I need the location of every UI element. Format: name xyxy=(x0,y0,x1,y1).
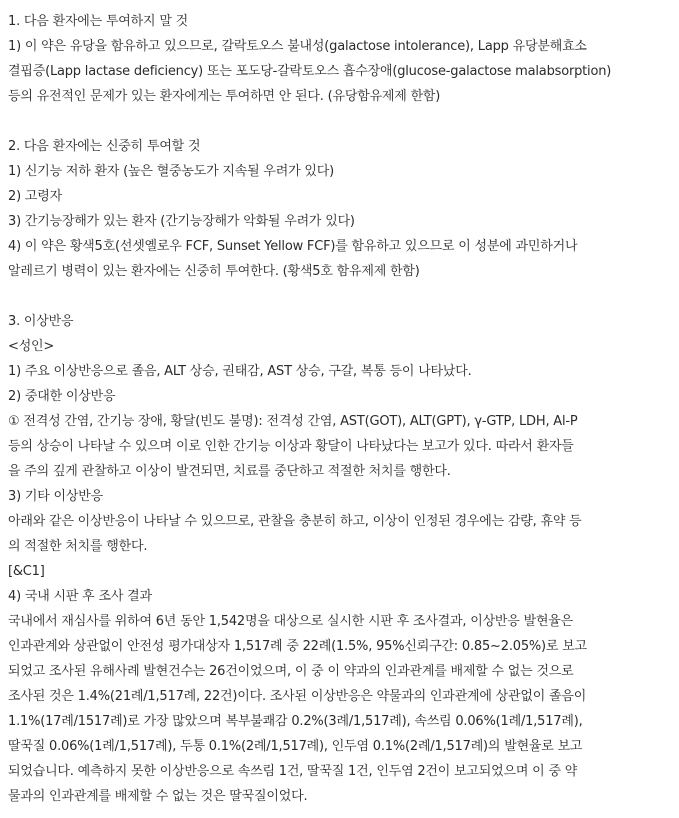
doc-line: 1) 이 약은 유당을 함유하고 있으므로, 갈락토오스 불내성(galactose intolerance), Lapp 유당분해효소 xyxy=(8,39,587,54)
doc-line: 인과관계와 상관없이 안전성 평가대상자 1,517례 중 22례(1.5%, 95%신뢰구간: 0.85~2.05%)로 보고 xyxy=(8,639,587,654)
doc-line: 국내에서 재심사를 위하여 6년 동안 1,542명을 대상으로 실시한 시판 후 조사결과, 이상반응 발현율은 xyxy=(8,614,574,629)
doc-line: 딸꾹질 0.06%(1례/1,517례), 두통 0.1%(2례/1,517례), 인두염 0.1%(2례/1,517례)의 발현율로 보고 xyxy=(8,739,583,754)
doc-line: [&C1] xyxy=(8,564,45,579)
doc-line: 3) 기타 이상반응 xyxy=(8,489,103,504)
doc-line: 결핍증(Lapp lactase deficiency) 또는 포도당-갈락토오스 흡수장애(glucose-galactose malabsorption) xyxy=(8,64,612,79)
doc-line: 물과의 인과관계를 배제할 수 없는 것은 딸꾹질이었다. xyxy=(8,789,308,804)
doc-line: 3. 이상반응 xyxy=(8,314,74,329)
doc-line: 등의 상승이 나타날 수 있으며 이로 인한 간기능 이상과 황달이 나타났다는 보고가 있다. 따라서 환자들 xyxy=(8,439,574,454)
doc-line: 4) 이 약은 황색5호(선셋옐로우 FCF, Sunset Yellow FCF)를 함유하고 있으므로 이 성분에 과민하거나 xyxy=(8,239,578,254)
doc-line: 의 적절한 처치를 행한다. xyxy=(8,539,148,554)
doc-line: 1. 다음 환자에는 투여하지 말 것 xyxy=(8,14,188,29)
doc-line: 2. 다음 환자에는 신중히 투여할 것 xyxy=(8,139,201,154)
doc-line: 1) 신기능 저하 환자 (높은 혈중농도가 지속될 우려가 있다) xyxy=(8,164,335,179)
doc-line: 2) 중대한 이상반응 xyxy=(8,389,116,404)
blank-line xyxy=(8,284,673,309)
doc-line: 되었습니다. 예측하지 못한 이상반응으로 속쓰림 1건, 딸꾹질 1건, 인두염 2건이 보고되었으며 이 중 약 xyxy=(8,764,578,779)
doc-line: 3) 간기능장해가 있는 환자 (간기능장해가 악화될 우려가 있다) xyxy=(8,214,355,229)
blank-line xyxy=(8,109,673,134)
doc-line: 1) 주요 이상반응으로 졸음, ALT 상승, 권태감, AST 상승, 구갈, 복통 등이 나타났다. xyxy=(8,364,472,379)
doc-line: 조사된 것은 1.4%(21례/1,517례, 22건)이다. 조사된 이상반응은 약물과의 인과관계에 상관없이 졸음이 xyxy=(8,689,587,704)
doc-line: 아래와 같은 이상반응이 나타날 수 있으므로, 관찰을 충분히 하고, 이상이 인정된 경우에는 감량, 휴약 등 xyxy=(8,514,582,529)
doc-line: <성인> xyxy=(8,339,55,354)
doc-line: 을 주의 깊게 관찰하고 이상이 발견되면, 치료를 중단하고 적절한 처치를 행한다. xyxy=(8,464,451,479)
doc-line: 알레르기 병력이 있는 환자에는 신중히 투여한다. (황색5호 함유제제 한함) xyxy=(8,264,420,279)
doc-line: 1.1%(17례/1517례)로 가장 많았으며 복부불쾌감 0.2%(3례/1,517례), 속쓰림 0.06%(1례/1,517례), xyxy=(8,714,583,729)
doc-line: 되었고 조사된 유해사례 발현건수는 26건이었으며, 이 중 이 약과의 인과관계를 배제할 수 없는 것으로 xyxy=(8,664,574,679)
doc-line: 2) 고령자 xyxy=(8,189,62,204)
doc-line: 등의 유전적인 문제가 있는 환자에게는 투여하면 안 된다. (유당함유제제 한함) xyxy=(8,89,441,104)
doc-line: ① 전격성 간염, 간기능 장애, 황달(빈도 불명): 전격성 간염, AST(GOT), ALT(GPT), γ-GTP, LDH, Al-P xyxy=(8,414,578,429)
doc-line: 4) 국내 시판 후 조사 결과 xyxy=(8,589,152,604)
